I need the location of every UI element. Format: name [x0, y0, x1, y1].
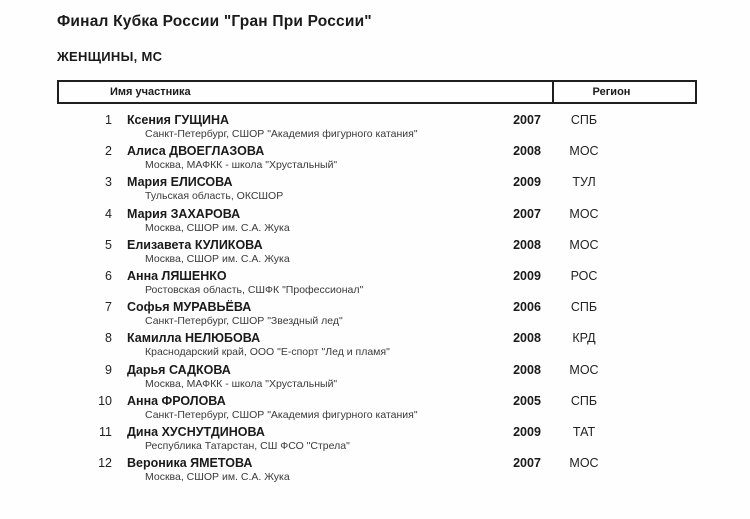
table-row — [57, 362, 697, 393]
participant-birth-year: 2005 — [513, 393, 541, 408]
participant-birth-year: 2008 — [513, 144, 541, 159]
participant-name: Ксения ГУЩИНА — [127, 113, 230, 127]
table-row — [57, 268, 697, 299]
participant-number: 2 — [105, 144, 112, 159]
participant-region: МОС — [569, 144, 599, 159]
participant-number: 6 — [105, 268, 112, 283]
participant-name: Дарья САДКОВА — [127, 362, 231, 377]
participant-club: Тульская область, ОКСШОР — [145, 190, 284, 203]
participant-birth-year: 2008 — [513, 237, 541, 252]
participant-region: СПБ — [570, 113, 598, 127]
participant-region: КРД — [572, 331, 596, 346]
participant-number: 7 — [105, 300, 112, 315]
participant-name: Алиса ДВОЕГЛАЗОВА — [127, 144, 265, 159]
participant-name: Камилла НЕЛЮБОВА — [127, 331, 261, 346]
participant-birth-year: 2007 — [513, 456, 541, 471]
participant-region: МОС — [569, 362, 599, 377]
participant-number: 11 — [99, 424, 112, 439]
participant-name: Дина ХУСНУТДИНОВА — [127, 424, 265, 439]
participant-number: 9 — [105, 362, 112, 377]
participant-club: Москва, СШОР им. С.А. Жука — [145, 221, 290, 234]
participant-name: Мария ЕЛИСОВА — [127, 175, 233, 190]
participant-region: ТУЛ — [572, 175, 596, 190]
participant-club: Санкт-Петербург, СШОР "Академия фигурного катания" — [145, 408, 418, 421]
participant-name: Анна ФРОЛОВА — [127, 393, 226, 408]
participant-club: Москва, МАФКК - школа "Хрустальный" — [145, 377, 338, 390]
participant-name: Вероника ЯМЕТОВА — [127, 456, 253, 471]
participant-number: 3 — [105, 175, 112, 190]
table-row — [57, 237, 697, 268]
document-title: Финал Кубка России "Гран При России" — [57, 13, 372, 30]
participant-club: Москва, СШОР им. С.А. Жука — [145, 252, 290, 265]
participant-club: Санкт-Петербург, СШОР "Академия фигурного катания" — [145, 128, 418, 140]
participant-number: 12 — [98, 456, 112, 471]
participant-region: МОС — [569, 456, 599, 471]
participant-club: Москва, СШОР им. С.А. Жука — [145, 471, 290, 484]
participant-club: Ростовская область, СШФК "Профессионал" — [145, 283, 364, 296]
participant-birth-year: 2009 — [513, 268, 541, 283]
table-header — [57, 80, 697, 104]
participant-birth-year: 2007 — [513, 113, 541, 127]
table-row — [57, 143, 697, 174]
participant-number: 8 — [105, 331, 112, 346]
participant-birth-year: 2009 — [513, 424, 541, 439]
column-header-name: Имя участника — [59, 82, 554, 102]
participant-club: Краснодарский край, ООО "Е-спорт "Лед и пламя" — [145, 346, 390, 359]
participant-region: СПБ — [570, 393, 598, 408]
column-header-region: Регион — [592, 86, 631, 98]
participant-club: Санкт-Петербург, СШОР "Звездный лед" — [145, 315, 343, 328]
table-row — [57, 424, 697, 455]
participant-region: СПБ — [570, 300, 598, 315]
participant-number: 4 — [105, 206, 112, 221]
participants-list — [57, 112, 697, 486]
table-row — [57, 393, 697, 424]
table-row — [57, 206, 697, 237]
participant-name: Елизавета КУЛИКОВА — [127, 237, 263, 252]
participant-birth-year: 2008 — [513, 362, 541, 377]
participant-name: Анна ЛЯШЕНКО — [127, 268, 227, 283]
participant-region: МОС — [569, 206, 599, 221]
participant-number: 10 — [98, 393, 112, 408]
participant-region: МОС — [569, 237, 599, 252]
participant-number: 5 — [105, 237, 112, 252]
category-subtitle: ЖЕНЩИНЫ, МС — [57, 49, 163, 64]
table-row — [57, 330, 697, 361]
participant-club: Республика Татарстан, СШ ФСО "Стрела" — [145, 439, 350, 452]
table-row — [57, 299, 697, 330]
participant-name: Мария ЗАХАРОВА — [127, 206, 241, 221]
participant-region: РОС — [570, 268, 598, 283]
participant-birth-year: 2008 — [513, 331, 541, 346]
participant-region: ТАТ — [572, 424, 596, 439]
participant-number: 1 — [105, 113, 112, 127]
participant-birth-year: 2006 — [513, 300, 541, 315]
participant-birth-year: 2007 — [513, 206, 541, 221]
table-row — [57, 174, 697, 205]
participant-birth-year: 2009 — [513, 175, 541, 190]
table-row — [57, 455, 697, 486]
table-row — [57, 112, 697, 143]
participant-club: Москва, МАФКК - школа "Хрустальный" — [145, 159, 338, 172]
participant-name: Софья МУРАВЬЁВА — [127, 300, 252, 315]
